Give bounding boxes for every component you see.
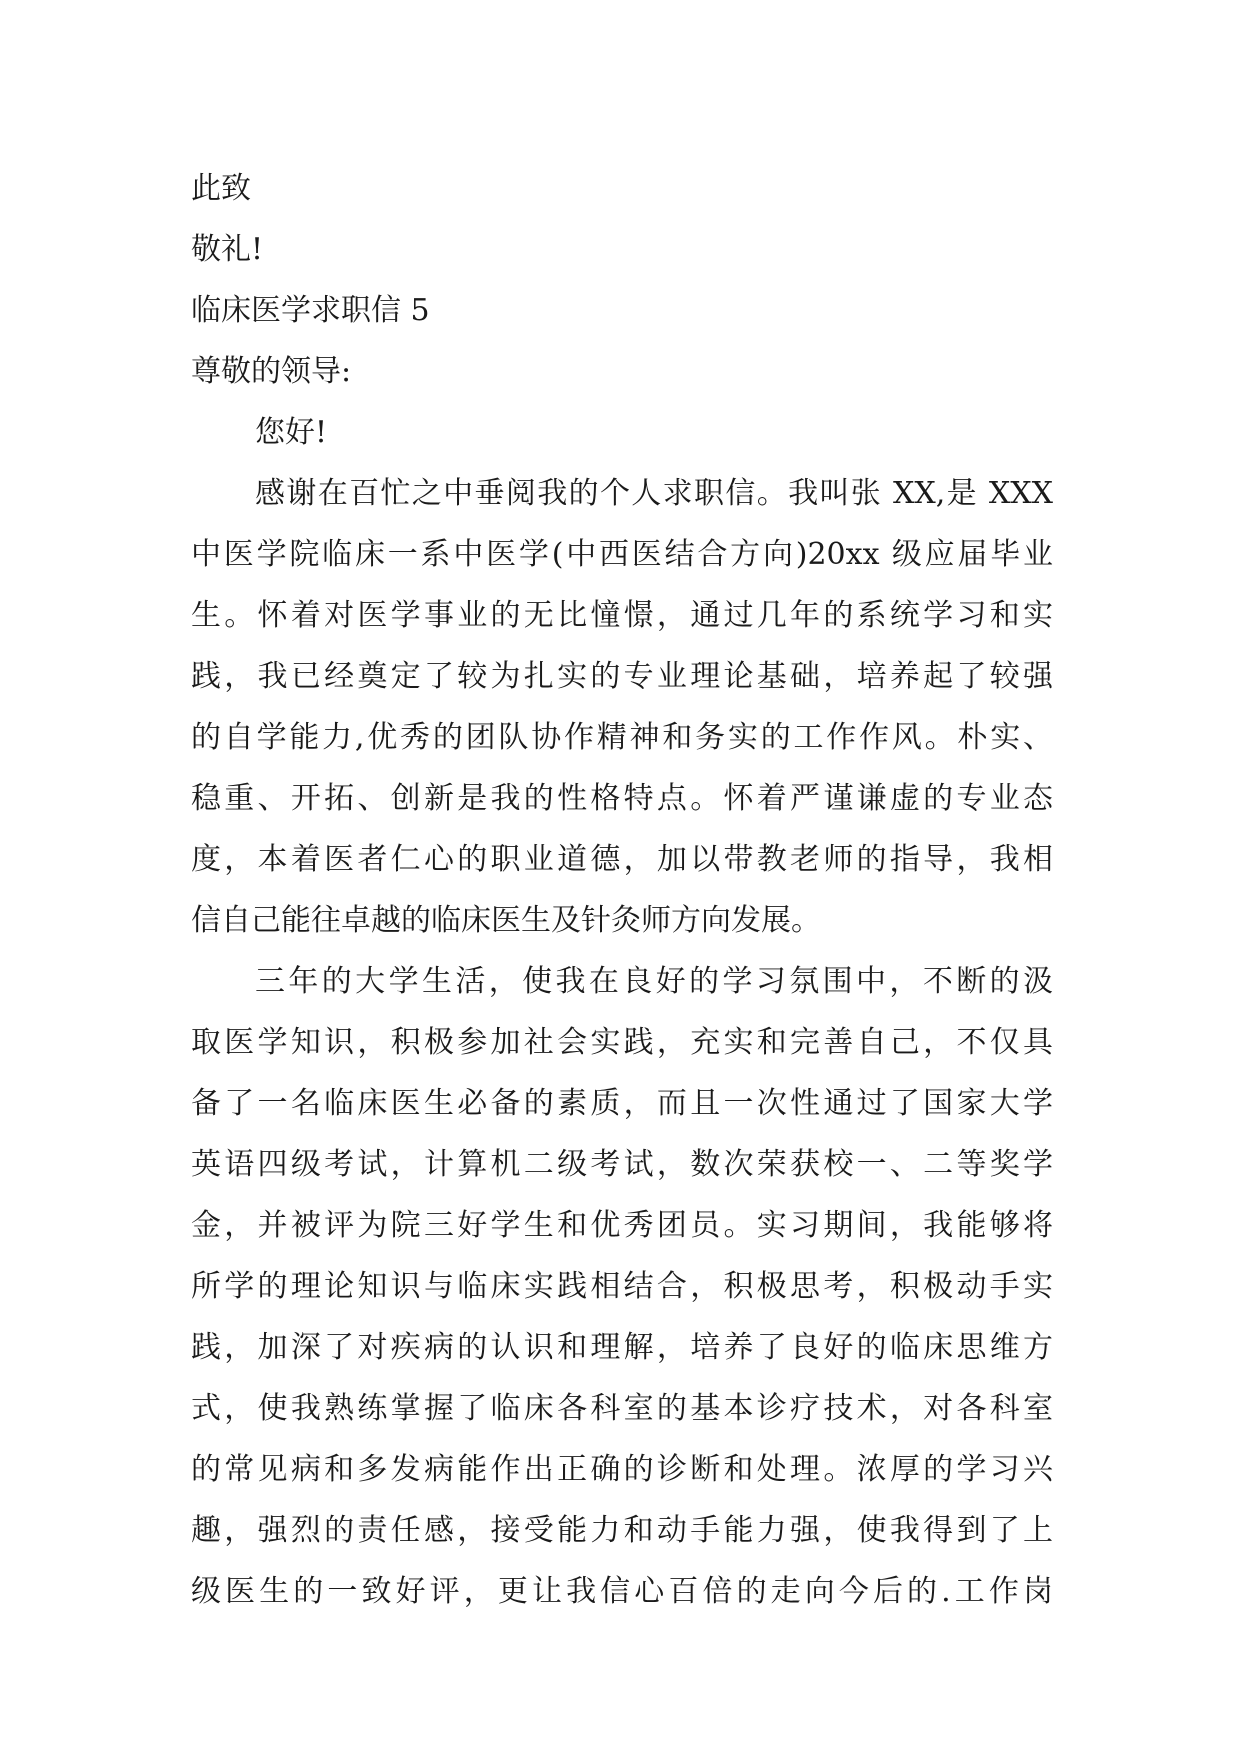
paragraph-line: 的常见病和多发病能作出正确的诊断和处理。浓厚的学习兴 <box>191 1452 1053 1487</box>
paragraph-line: 三年的大学生活，使我在良好的学习氛围中，不断的汲 <box>255 964 1053 999</box>
paragraph-line: 英语四级考试，计算机二级考试，数次荣获校一、二等奖学 <box>191 1147 1053 1182</box>
paragraph-line: 稳重、开拓、创新是我的性格特点。怀着严谨谦虚的专业态 <box>191 781 1053 816</box>
paragraph-line: 感谢在百忙之中垂阅我的个人求职信。我叫张 XX,是 XXX <box>255 476 1053 511</box>
paragraph-line: 信自己能往卓越的临床医生及针灸师方向发展。 <box>191 903 821 938</box>
closing-line-2: 敬礼! <box>191 232 264 267</box>
salutation: 尊敬的领导: <box>191 354 352 389</box>
greeting: 您好! <box>255 415 328 450</box>
paragraph-line: 级医生的一致好评，更让我信心百倍的走向今后的.工作岗 <box>191 1574 1053 1609</box>
paragraph-line: 备了一名临床医生必备的素质，而且一次性通过了国家大学 <box>191 1086 1053 1121</box>
paragraph-line: 金，并被评为院三好学生和优秀团员。实习期间，我能够将 <box>191 1208 1053 1243</box>
paragraph-1 <box>191 463 1053 951</box>
paragraph-line: 生。怀着对医学事业的无比憧憬，通过几年的系统学习和实 <box>191 598 1053 633</box>
paragraph-line: 践，加深了对疾病的认识和理解，培养了良好的临床思维方 <box>191 1330 1053 1365</box>
paragraph-line: 践，我已经奠定了较为扎实的专业理论基础，培养起了较强 <box>191 659 1053 694</box>
paragraph-line: 中医学院临床一系中医学(中西医结合方向)20xx 级应届毕业 <box>191 537 1053 572</box>
paragraph-2 <box>191 951 1053 1622</box>
paragraph-line: 度，本着医者仁心的职业道德，加以带教老师的指导，我相 <box>191 842 1053 877</box>
letter-title: 临床医学求职信 5 <box>191 293 430 328</box>
letter-body <box>191 158 1053 1622</box>
closing-line-1: 此致 <box>191 171 251 206</box>
paragraph-line: 式，使我熟练掌握了临床各科室的基本诊疗技术，对各科室 <box>191 1391 1053 1426</box>
paragraph-line: 趣，强烈的责任感，接受能力和动手能力强，使我得到了上 <box>191 1513 1053 1548</box>
paragraph-line: 取医学知识，积极参加社会实践，充实和完善自己，不仅具 <box>191 1025 1053 1060</box>
paragraph-line: 的自学能力,优秀的团队协作精神和务实的工作作风。朴实、 <box>191 720 1053 755</box>
paragraph-line: 所学的理论知识与临床实践相结合，积极思考，积极动手实 <box>191 1269 1053 1304</box>
